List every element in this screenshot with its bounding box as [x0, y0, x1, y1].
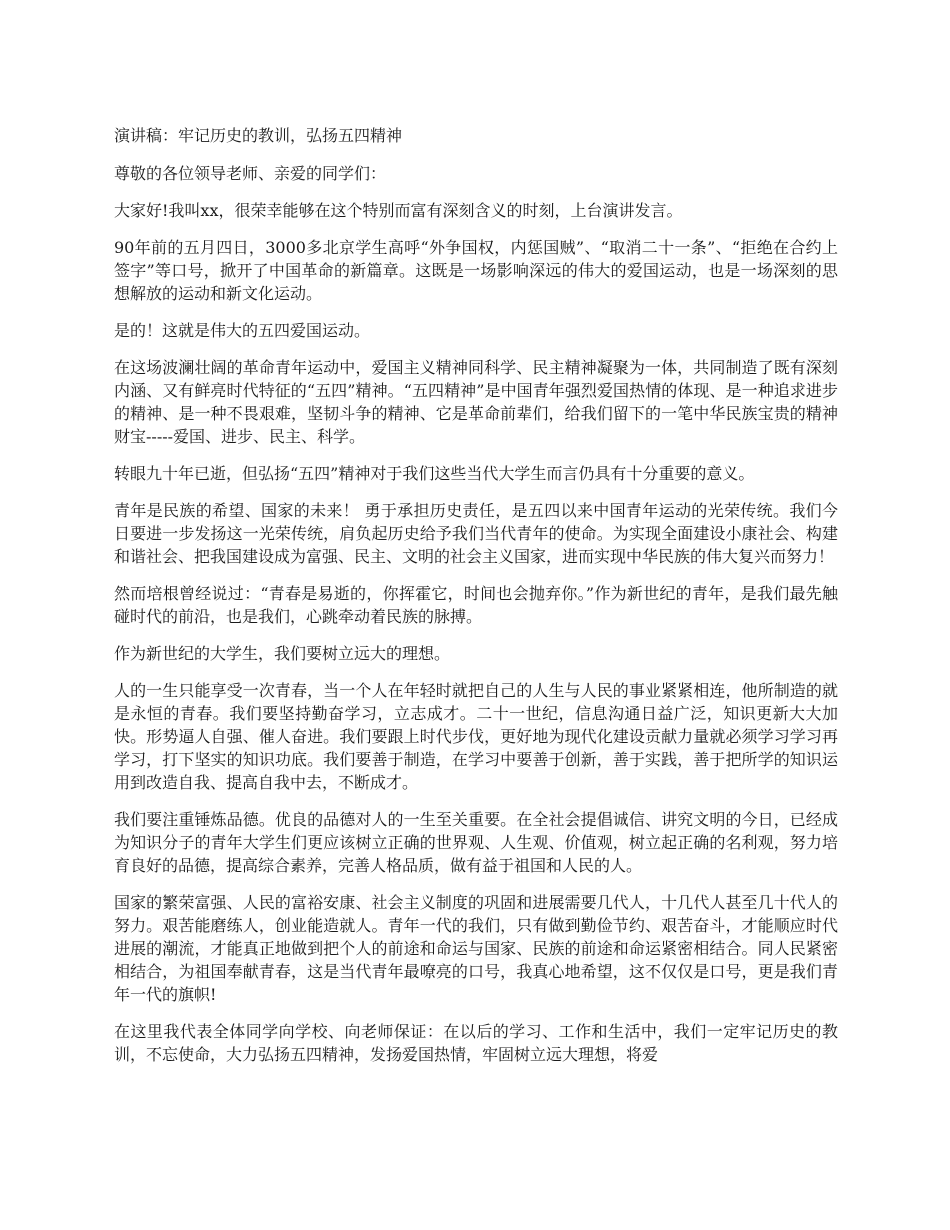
paragraph-may-fourth-spirit: 在这场波澜壮阔的革命青年运动中，爱国主义精神同科学、民主精神凝聚为一体，共同制造了既有深刻内涵、又有鲜亮时代特征的“五四”精神。“五四精神”是中国青年强烈爱国热情的体现、是一种追求进步的精神、是一种不畏艰难，坚韧斗争的精神、它是革命前辈们，给我们留下的一笔中华民族宝贵的精神财宝-----爱国、进步、民主、科学。: [114, 358, 838, 446]
paragraph-salutation: 尊敬的各位领导老师、亲爱的同学们：: [114, 164, 387, 183]
paragraph-significance: 转眼九十年已逝，但弘扬“五四”精神对于我们这些当代大学生而言仍具有十分重要的意义。: [114, 464, 755, 483]
document-title: 演讲稿：牢记历史的教训，弘扬五四精神: [114, 126, 403, 145]
paragraph-morality: 我们要注重锤炼品德。优良的品德对人的一生至关重要。在全社会提倡诚信、讲究文明的今日，已经成为知识分子的青年大学生们更应该树立正确的世界观、人生观、价值观，树立起正确的名利观，努力培育良好的品德，提高综合素养，完善人格品质，做有益于祖国和人民的人。: [114, 810, 838, 875]
paragraph-hard-work: 国家的繁荣富强、人民的富裕安康、社会主义制度的巩固和进展需要几代人，十几代人甚至几十代人的努力。艰苦能磨练人，创业能造就人。青年一代的我们，只有做到勤俭节约、艰苦奋斗，才能顺应时代进展的潮流，才能真正地做到把个人的前途和命运与国家、民族的前途和命运紧密相结合。同人民紧密相结合，为祖国奉献青春，这是当代青年最嘹亮的口号，我真心地希望，这不仅仅是口号，更是我们青年一代的旗帜!: [114, 893, 838, 1004]
paragraph-greeting: 大家好!我叫xx，很荣幸能够在这个特别而富有深刻含义的时刻，上台演讲发言。: [114, 201, 683, 220]
paragraph-affirmation: 是的！这就是伟大的五四爱国运动。: [114, 321, 371, 340]
paragraph-youth-hope: 青年是民族的希望、国家的未来！ 勇于承担历史责任，是五四以来中国青年运动的光荣传统。我们今日要进一步发扬这一光荣传统，肩负起历史给予我们当代青年的使命。为实现全面建设小康社会、构建和谐社会、把我国建设成为富强、民主、文明的社会主义国家，进而实现中华民族的伟大复兴而努力！: [114, 501, 838, 566]
document-body: [114, 124, 838, 1080]
paragraph-study: 人的一生只能享受一次青春，当一个人在年轻时就把自己的人生与人民的事业紧紧相连，他所制造的就是永恒的青春。我们要坚持勤奋学习，立志成才。二十一世纪，信息沟通日益广泛，知识更新大大加快。形势逼人自强、催人奋进。我们要跟上时代步伐，更好地为现代化建设贡献力量就必须学习学习再学习，打下坚实的知识功底。我们要善于制造，在学习中要善于创新，善于实践，善于把所学的知识运用到改造自我、提高自我中去，不断成才。: [114, 681, 838, 792]
paragraph-bacon-quote: 然而培根曾经说过：“青春是易逝的，你挥霍它，时间也会抛弃你。”作为新世纪的青年，是我们最先触碰时代的前沿，也是我们，心跳牵动着民族的脉搏。: [114, 584, 838, 626]
paragraph-history: 90年前的五月四日，3000多北京学生高呼“外争国权，内惩国贼”、“取消二十一条”、“拒绝在合约上签字”等口号，掀开了中国革命的新篇章。这既是一场影响深远的伟大的爱国运动，也是一场深刻的思想解放的运动和新文化运动。: [114, 238, 838, 303]
paragraph-ideals: 作为新世纪的大学生，我们要树立远大的理想。: [114, 644, 451, 663]
paragraph-pledge: 在这里我代表全体同学向学校、向老师保证：在以后的学习、工作和生活中，我们一定牢记历史的教训，不忘使命，大力弘扬五四精神，发扬爱国热情，牢固树立远大理想，将爱: [114, 1022, 838, 1064]
